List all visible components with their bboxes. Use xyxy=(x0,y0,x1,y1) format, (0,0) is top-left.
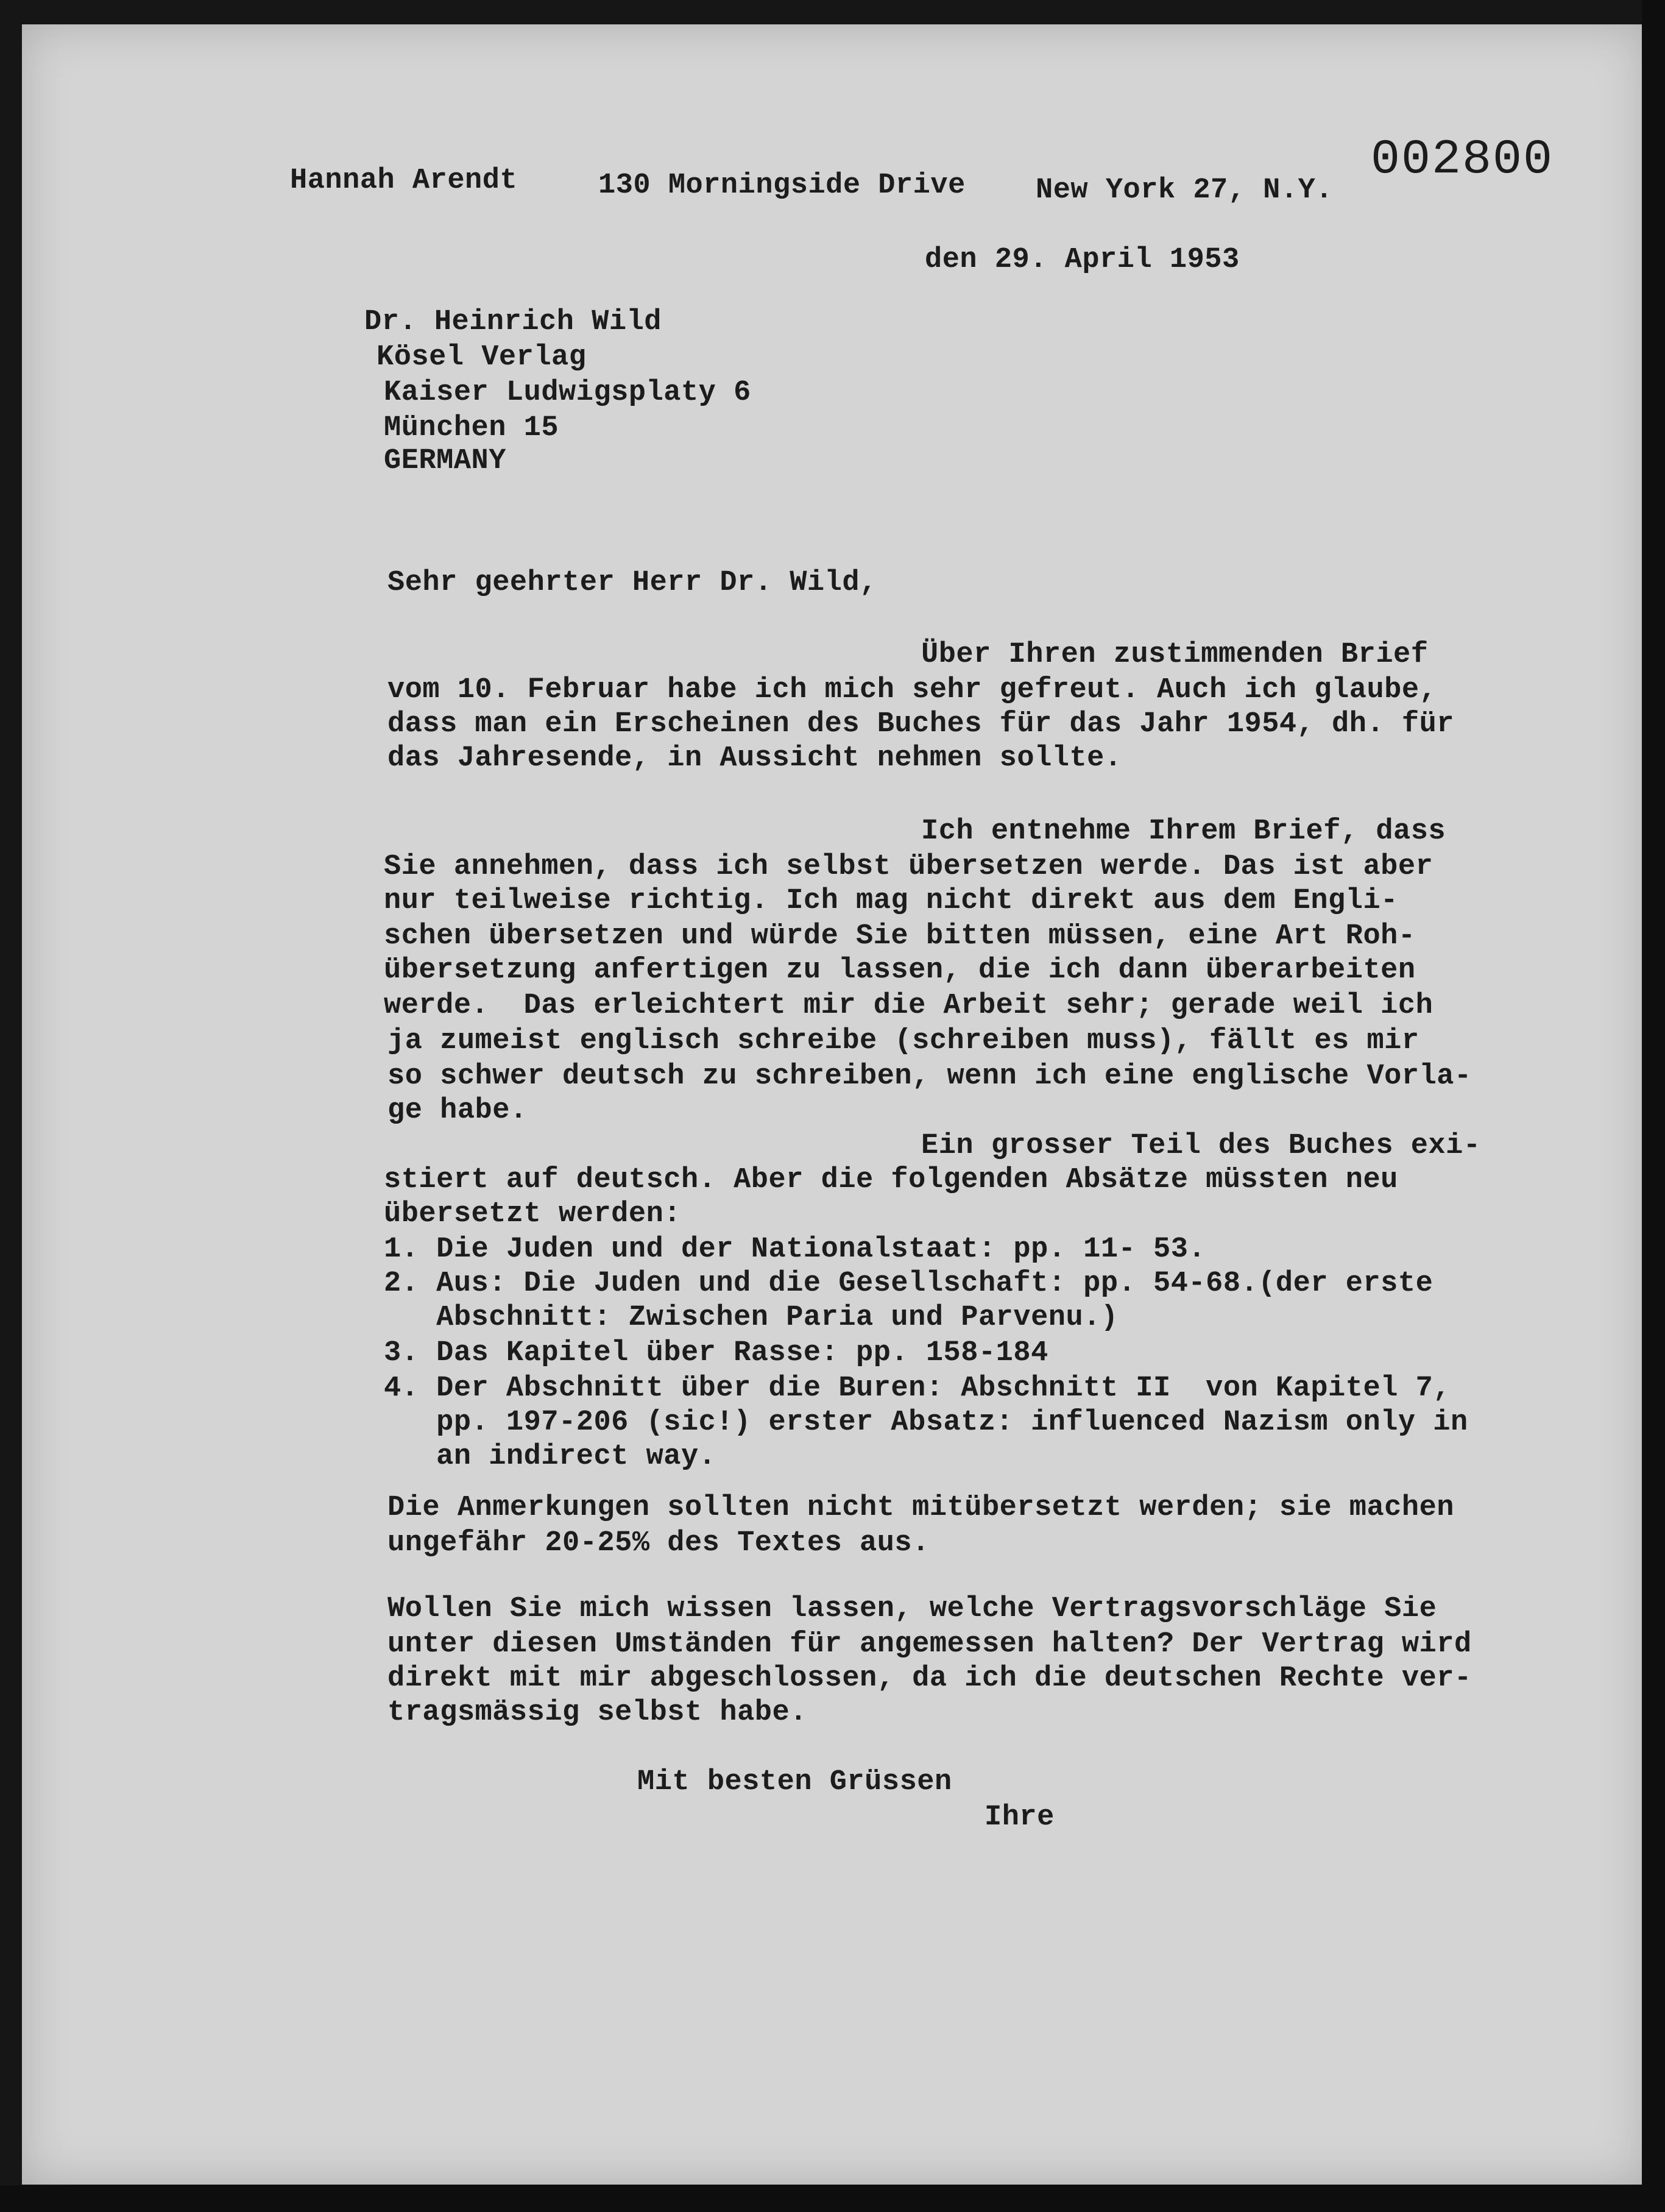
closing: Mit besten Grüssen xyxy=(637,1766,952,1798)
paragraph-line: Über Ihren zustimmenden Brief xyxy=(921,639,1429,671)
paragraph-line: das Jahresende, in Aussicht nehmen sollte. xyxy=(387,742,1122,775)
recipient-line: Kösel Verlag xyxy=(376,341,587,374)
paragraph-line: ungefähr 20-25% des Textes aus. xyxy=(387,1527,930,1559)
document-number: 002800 xyxy=(1371,132,1554,188)
paragraph-line: Ich entnehme Ihrem Brief, dass xyxy=(921,815,1446,848)
recipient-line: Kaiser Ludwigsplaty 6 xyxy=(384,377,751,409)
scan-edge-right xyxy=(1642,0,1665,2212)
paragraph-line: vom 10. Februar habe ich mich sehr gefreut. Auch ich glaube, xyxy=(387,674,1437,706)
paragraph-line: Ein grosser Teil des Buches exi- xyxy=(921,1130,1481,1162)
list-item: an indirect way. xyxy=(384,1441,716,1473)
list-item: 1. Die Juden und der Nationalstaat: pp. 11- 53. xyxy=(384,1233,1206,1266)
letterhead-name: Hannah Arendt xyxy=(290,165,518,197)
paragraph-line: ja zumeist englisch schreibe (schreiben muss), fällt es mir xyxy=(387,1025,1419,1057)
letter-date: den 29. April 1953 xyxy=(925,244,1240,276)
closing-signoff: Ihre xyxy=(985,1801,1055,1834)
paragraph-line: direkt mit mir abgeschlossen, da ich die deutschen Rechte ver- xyxy=(387,1662,1472,1695)
paragraph-line: übersetzung anfertigen zu lassen, die ich dann überarbeiten xyxy=(384,954,1416,987)
paper-sheet xyxy=(22,24,1646,2185)
recipient-line: GERMANY xyxy=(384,445,506,477)
list-item: 3. Das Kapitel über Rasse: pp. 158-184 xyxy=(384,1337,1048,1369)
paragraph-line: so schwer deutsch zu schreiben, wenn ich eine englische Vorla- xyxy=(387,1060,1472,1093)
recipient-line: München 15 xyxy=(384,412,559,444)
paragraph-line: tragsmässig selbst habe. xyxy=(387,1696,807,1729)
letterhead-city: New York 27, N.Y. xyxy=(1036,174,1333,207)
paragraph-line: Die Anmerkungen sollten nicht mitübersetzt werden; sie machen xyxy=(387,1492,1454,1524)
scan-edge-bottom xyxy=(0,2185,1665,2212)
paragraph-line: ge habe. xyxy=(387,1094,528,1127)
paragraph-line: Wollen Sie mich wissen lassen, welche Vertragsvorschläge Sie xyxy=(387,1593,1437,1625)
paragraph-line: nur teilweise richtig. Ich mag nicht direkt aus dem Engli- xyxy=(384,885,1398,917)
paragraph-line: übersetzt werden: xyxy=(384,1198,681,1230)
paragraph-line: werde. Das erleichtert mir die Arbeit sehr; gerade weil ich xyxy=(384,990,1433,1022)
letterhead-street: 130 Morningside Drive xyxy=(598,169,966,202)
list-item: 4. Der Abschnitt über die Buren: Abschnitt II von Kapitel 7, xyxy=(384,1372,1451,1405)
paragraph-line: dass man ein Erscheinen des Buches für das Jahr 1954, dh. für xyxy=(387,708,1454,740)
recipient-line: Dr. Heinrich Wild xyxy=(364,306,662,338)
paragraph-line: Sie annehmen, dass ich selbst übersetzen werde. Das ist aber xyxy=(384,851,1433,883)
salutation: Sehr geehrter Herr Dr. Wild, xyxy=(387,567,877,599)
list-item: Abschnitt: Zwischen Paria und Parvenu.) xyxy=(384,1302,1119,1334)
paragraph-line: schen übersetzen und würde Sie bitten müssen, eine Art Roh- xyxy=(384,920,1416,952)
paragraph-line: stiert auf deutsch. Aber die folgenden Absätze müssten neu xyxy=(384,1164,1398,1196)
paragraph-line: unter diesen Umständen für angemessen halten? Der Vertrag wird xyxy=(387,1628,1472,1661)
list-item: 2. Aus: Die Juden und die Gesellschaft: pp. 54-68.(der erste xyxy=(384,1267,1433,1300)
list-item: pp. 197-206 (sic!) erster Absatz: influenced Nazism only in xyxy=(384,1406,1468,1439)
